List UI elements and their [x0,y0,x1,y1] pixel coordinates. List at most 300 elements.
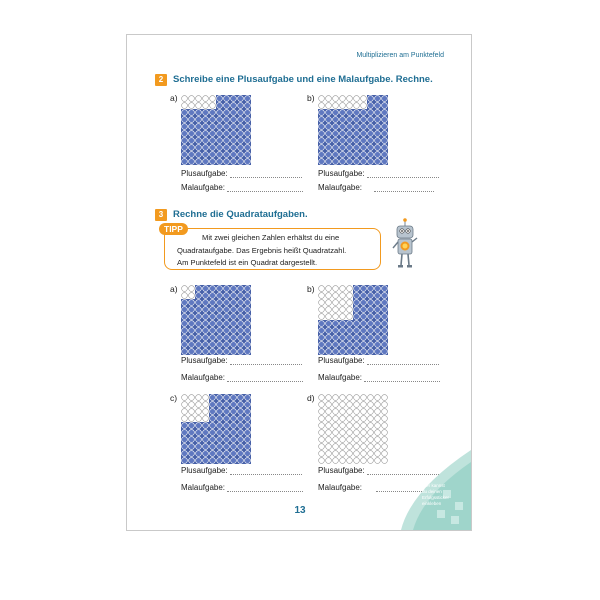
tip-line-1: Mit zwei gleichen Zahlen erhältst du eine [202,233,340,242]
blue-dot [333,138,339,144]
white-dot [203,416,209,422]
blue-dot [326,321,332,327]
blue-dot [203,451,209,457]
blue-dot [210,416,216,422]
white-dot [326,293,332,299]
white-dot [340,458,346,464]
blue-dot [238,349,244,355]
blue-dot [210,444,216,450]
blue-dot [238,159,244,165]
white-dot [319,430,325,436]
blue-dot [189,321,195,327]
blue-dot [361,300,367,306]
blue-dot [368,159,374,165]
blue-dot [217,458,223,464]
blue-dot [196,307,202,313]
blue-dot [217,430,223,436]
page-number: 13 [294,505,306,516]
blue-dot [340,328,346,334]
blue-dot [210,145,216,151]
blue-dot [203,110,209,116]
blue-dot [238,293,244,299]
white-dot [182,286,188,292]
white-dot [382,423,388,429]
blue-dot [347,124,353,130]
blue-dot [189,110,195,116]
blue-dot [382,131,388,137]
task-2-title: Schreibe eine Plusaufgabe und eine Malaufgabe. Rechne. [173,74,433,85]
blue-dot [238,444,244,450]
blue-dot [368,96,374,102]
blue-dot [203,430,209,436]
blue-dot [245,335,251,341]
white-dot [326,458,332,464]
white-dot [196,409,202,415]
white-dot [340,402,346,408]
white-dot [333,300,339,306]
blue-dot [333,159,339,165]
blue-dot [238,458,244,464]
blue-dot [210,314,216,320]
blue-dot [189,437,195,443]
blue-dot [189,314,195,320]
blue-dot [333,349,339,355]
blue-dot [238,395,244,401]
answer-3d-plus[interactable]: Plusaufgabe: [318,466,439,475]
blue-dot [368,138,374,144]
blue-dot [224,145,230,151]
blue-dot [245,131,251,137]
white-dot [368,409,374,415]
dot-field-3d [318,394,388,464]
white-dot [382,430,388,436]
blue-dot [203,321,209,327]
white-dot [210,96,216,102]
blue-dot [238,117,244,123]
white-dot [203,103,209,109]
blue-dot [347,159,353,165]
blue-dot [238,321,244,327]
blue-dot [354,138,360,144]
blue-dot [245,402,251,408]
blue-dot [245,423,251,429]
blue-dot [354,124,360,130]
blue-dot [217,117,223,123]
white-dot [347,423,353,429]
blue-dot [333,335,339,341]
blue-dot [231,416,237,422]
answer-3c-mal[interactable]: Malaufgabe: [181,483,303,492]
blue-dot [224,395,230,401]
blue-dot [340,138,346,144]
white-dot [333,402,339,408]
blue-dot [203,335,209,341]
blue-dot [203,138,209,144]
blue-dot [182,314,188,320]
blue-dot [182,328,188,334]
blue-dot [196,314,202,320]
dot-field-3a [181,285,251,355]
blue-dot [326,110,332,116]
blue-dot [224,328,230,334]
blue-dot [238,152,244,158]
dot-field-3b [318,285,388,355]
blue-dot [238,96,244,102]
blue-dot [182,444,188,450]
blue-dot [354,131,360,137]
white-dot [347,300,353,306]
blue-dot [182,430,188,436]
blue-dot [224,335,230,341]
blue-dot [382,117,388,123]
white-dot [333,293,339,299]
blue-dot [382,300,388,306]
blue-dot [182,349,188,355]
white-dot [361,395,367,401]
white-dot [375,409,381,415]
blue-dot [203,349,209,355]
tip-badge: TIPP [159,223,188,235]
white-dot [196,402,202,408]
blue-dot [375,124,381,130]
blue-dot [361,159,367,165]
white-dot [340,314,346,320]
white-dot [347,451,353,457]
blue-dot [326,124,332,130]
blue-dot [210,458,216,464]
white-dot [375,395,381,401]
blue-dot [238,430,244,436]
blue-dot [245,159,251,165]
blue-dot [382,103,388,109]
blue-dot [203,124,209,130]
blue-dot [231,342,237,348]
white-dot [361,103,367,109]
white-dot [182,395,188,401]
blue-dot [217,349,223,355]
blue-dot [319,335,325,341]
blue-dot [368,342,374,348]
white-dot [333,430,339,436]
white-dot [347,437,353,443]
blue-dot [224,430,230,436]
white-dot [340,451,346,457]
blue-dot [340,117,346,123]
blue-dot [375,300,381,306]
white-dot [347,307,353,313]
blue-dot [326,159,332,165]
white-dot [361,96,367,102]
blue-dot [333,328,339,334]
blue-dot [245,300,251,306]
blue-dot [217,138,223,144]
white-dot [382,409,388,415]
blue-dot [231,451,237,457]
white-dot [354,395,360,401]
blue-dot [354,307,360,313]
blue-dot [326,349,332,355]
blue-dot [326,328,332,334]
blue-dot [354,342,360,348]
blue-dot [196,430,202,436]
blue-dot [368,286,374,292]
blue-dot [210,286,216,292]
blue-dot [361,321,367,327]
blue-dot [224,314,230,320]
blue-dot [224,300,230,306]
workbook-page [126,34,472,531]
blue-dot [354,152,360,158]
answer-3c-plus[interactable]: Plusaufgabe: [181,466,302,475]
blue-dot [245,328,251,334]
white-dot [347,444,353,450]
blue-dot [196,159,202,165]
blue-dot [231,335,237,341]
blue-dot [238,300,244,306]
task-3a-label: a) [170,284,178,294]
answer-2a-plus[interactable]: Plusaufgabe: [181,169,302,178]
white-dot [203,402,209,408]
blue-dot [361,342,367,348]
blue-dot [245,103,251,109]
blue-dot [347,335,353,341]
white-dot [375,416,381,422]
white-dot [361,458,367,464]
blue-dot [182,145,188,151]
white-dot [333,444,339,450]
white-dot [347,458,353,464]
blue-dot [326,131,332,137]
blue-dot [224,349,230,355]
white-dot [182,96,188,102]
blue-dot [245,395,251,401]
task-3-number: 3 [155,209,167,221]
white-dot [340,96,346,102]
blue-dot [231,328,237,334]
white-dot [189,103,195,109]
blue-dot [347,145,353,151]
blue-dot [245,145,251,151]
task-3c-label: c) [170,393,178,403]
white-dot [182,103,188,109]
blue-dot [375,152,381,158]
white-dot [326,451,332,457]
blue-dot [245,451,251,457]
blue-dot [382,328,388,334]
blue-dot [319,124,325,130]
answer-3b-mal[interactable]: Malaufgabe: [318,373,440,382]
white-dot [326,286,332,292]
blue-dot [210,409,216,415]
blue-dot [375,145,381,151]
white-dot [347,293,353,299]
blue-dot [196,349,202,355]
blue-dot [196,328,202,334]
blue-dot [231,395,237,401]
white-dot [189,293,195,299]
blue-dot [231,300,237,306]
blue-dot [203,307,209,313]
blue-dot [196,145,202,151]
blue-dot [224,159,230,165]
white-dot [375,423,381,429]
white-dot [382,451,388,457]
blue-dot [347,138,353,144]
answer-2b-plus[interactable]: Plusaufgabe: [318,169,439,178]
blue-dot [224,293,230,299]
blue-dot [238,402,244,408]
white-dot [347,416,353,422]
blue-dot [326,138,332,144]
dot-field-2a [181,95,251,165]
blue-dot [231,124,237,130]
blue-dot [231,96,237,102]
white-dot [326,314,332,320]
blue-dot [189,117,195,123]
white-dot [326,103,332,109]
task-2a-label: a) [170,93,178,103]
white-dot [326,430,332,436]
blue-dot [203,328,209,334]
blue-dot [245,458,251,464]
white-dot [340,430,346,436]
blue-dot [382,145,388,151]
dot-field-3c [181,394,251,464]
blue-dot [340,349,346,355]
blue-dot [319,342,325,348]
blue-dot [333,117,339,123]
blue-dot [354,286,360,292]
blue-dot [210,307,216,313]
blue-dot [368,321,374,327]
blue-dot [375,117,381,123]
blue-dot [375,286,381,292]
white-dot [375,430,381,436]
blue-dot [245,349,251,355]
blue-dot [196,458,202,464]
blue-dot [326,117,332,123]
blue-dot [361,314,367,320]
white-dot [375,402,381,408]
blue-dot [245,437,251,443]
white-dot [368,402,374,408]
answer-3d-mal[interactable]: Malaufgabe: [318,483,440,492]
blue-dot [245,307,251,313]
blue-dot [189,335,195,341]
blue-dot [382,321,388,327]
white-dot [319,307,325,313]
white-dot [182,293,188,299]
blue-dot [238,286,244,292]
blue-dot [210,152,216,158]
blue-dot [326,335,332,341]
blue-dot [238,110,244,116]
blue-dot [231,307,237,313]
blue-dot [182,307,188,313]
answer-3a-plus[interactable]: Plusaufgabe: [181,356,302,365]
blue-dot [224,409,230,415]
blue-dot [382,307,388,313]
white-dot [368,395,374,401]
white-dot [361,423,367,429]
white-dot [382,458,388,464]
answer-2b-mal[interactable]: Malaufgabe: [318,183,434,192]
white-dot [189,395,195,401]
blue-dot [354,314,360,320]
white-dot [361,416,367,422]
dot-field-2b [318,95,388,165]
white-dot [326,395,332,401]
blue-dot [217,395,223,401]
white-dot [182,409,188,415]
blue-dot [210,451,216,457]
blue-dot [189,307,195,313]
blue-dot [196,138,202,144]
white-dot [319,423,325,429]
white-dot [319,293,325,299]
blue-dot [189,451,195,457]
white-dot [196,416,202,422]
blue-dot [319,110,325,116]
blue-dot [333,124,339,130]
blue-dot [340,145,346,151]
blue-dot [182,423,188,429]
blue-dot [224,96,230,102]
answer-2a-mal[interactable]: Malaufgabe: [181,183,303,192]
white-dot [340,300,346,306]
tip-line-2: Quadrataufgabe. Das Ergebnis heißt Quadratzahl. [177,245,347,255]
white-dot [354,96,360,102]
blue-dot [361,117,367,123]
blue-dot [231,314,237,320]
blue-dot [224,451,230,457]
blue-dot [231,349,237,355]
blue-dot [382,349,388,355]
white-dot [347,402,353,408]
answer-3a-mal[interactable]: Malaufgabe: [181,373,303,382]
blue-dot [354,145,360,151]
blue-dot [361,145,367,151]
robot-mascot-icon [391,218,419,270]
blue-dot [189,145,195,151]
white-dot [368,423,374,429]
blue-dot [382,124,388,130]
white-dot [326,300,332,306]
white-dot [210,103,216,109]
white-dot [361,402,367,408]
blue-dot [203,444,209,450]
white-dot [319,444,325,450]
blue-dot [319,138,325,144]
blue-dot [196,423,202,429]
white-dot [203,409,209,415]
blue-dot [368,124,374,130]
white-dot [368,458,374,464]
white-dot [196,96,202,102]
blue-dot [231,138,237,144]
blue-dot [224,124,230,130]
blue-dot [354,321,360,327]
blue-dot [210,335,216,341]
blue-dot [375,321,381,327]
blue-dot [196,335,202,341]
white-dot [319,314,325,320]
white-dot [319,286,325,292]
blue-dot [319,349,325,355]
blue-dot [189,349,195,355]
answer-3b-plus[interactable]: Plusaufgabe: [318,356,439,365]
white-dot [319,409,325,415]
